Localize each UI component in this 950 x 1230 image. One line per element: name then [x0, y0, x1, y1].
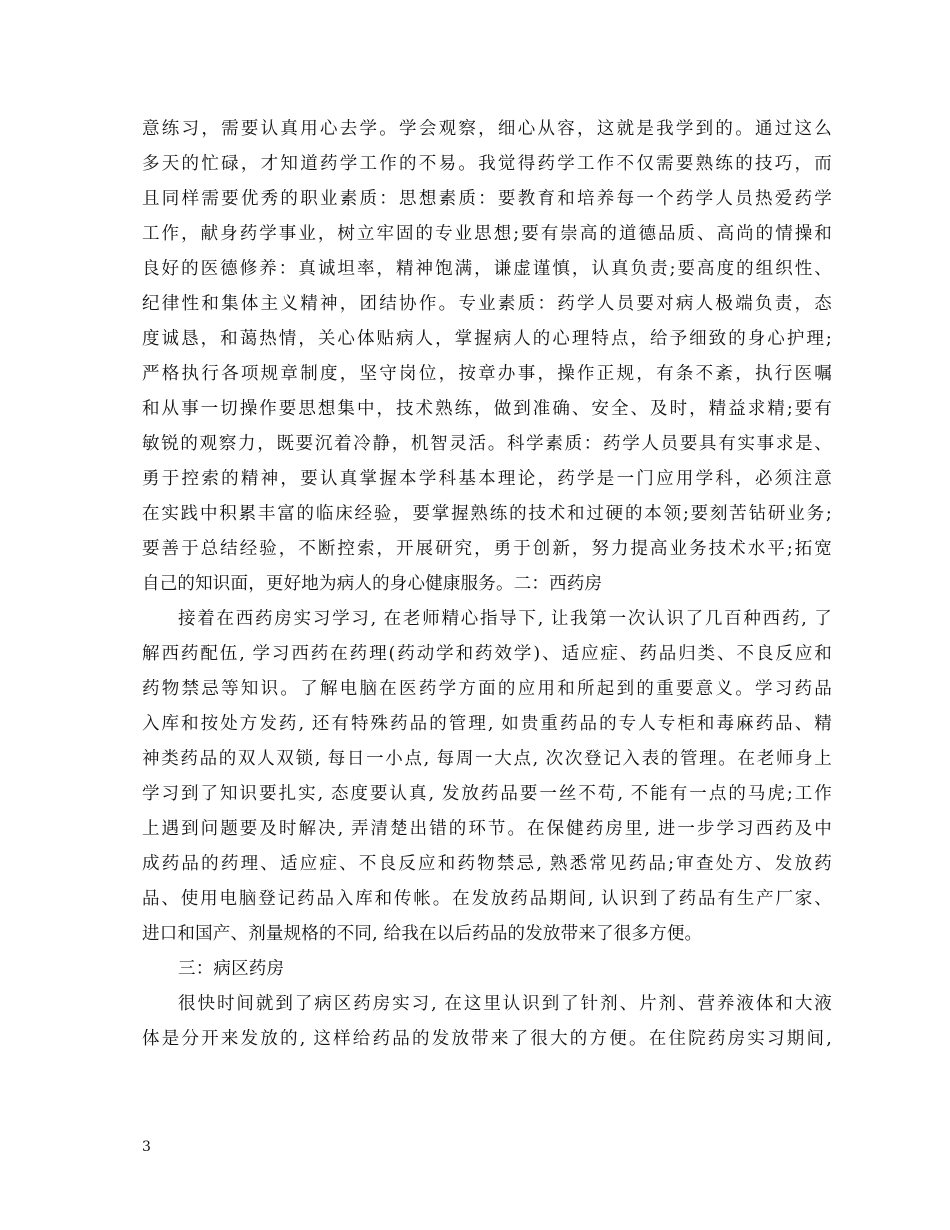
text-line: 且同样需要优秀的职业素质：思想素质：要教育和培养每一个药学人员热爱药学: [142, 189, 832, 209]
text-line: 严格执行各项规章制度，坚守岗位，按章办事，操作正规，有条不紊，执行医嘱: [142, 364, 832, 384]
text-line: 意练习，需要认真用心去学。学会观察，细心从容，这就是我学到的。通过这么: [142, 119, 832, 139]
text-line: 学习到了知识要扎实, 态度要认真, 发放药品要一丝不苟, 不能有一点的马虎;工作: [142, 784, 832, 804]
page-number: 3: [142, 1139, 151, 1155]
body-text: [142, 112, 832, 1057]
text-line: 纪律性和集体主义精神，团结协作。专业素质：药学人员要对病人极端负责，态: [142, 294, 832, 314]
text-line: 敏锐的观察力，既要沉着冷静，机智灵活。科学素质：药学人员要具有实事求是、: [142, 434, 832, 454]
text-line: 入库和按处方发药, 还有特殊药品的管理, 如贵重药品的专人专柜和毒麻药品、精: [142, 714, 832, 734]
text-line: 体是分开来发放的, 这样给药品的发放带来了很大的方便。在住院药房实习期间,: [142, 1029, 832, 1049]
text-line: 多天的忙碌，才知道药学工作的不易。我觉得药学工作不仅需要熟练的技巧，而: [142, 154, 832, 174]
text-line: 在实践中积累丰富的临床经验，要掌握熟练的技术和过硬的本领;要刻苦钻研业务;: [142, 504, 832, 524]
text-line: 进口和国产、剂量规格的不同, 给我在以后药品的发放带来了很多方便。: [142, 924, 703, 944]
text-line: 解西药配伍, 学习西药在药理(药动学和药效学)、适应症、药品归类、不良反应和: [142, 644, 832, 664]
text-line: 上遇到问题要及时解决, 弄清楚出错的环节。在保健药房里, 进一步学习西药及中: [142, 819, 832, 839]
text-line: 自己的知识面，更好地为病人的身心健康服务。二：西药房: [142, 574, 603, 594]
text-line: 成药品的药理、适应症、不良反应和药物禁忌, 熟悉常见药品;审查处方、发放药: [142, 854, 832, 874]
text-line: 药物禁忌等知识。了解电脑在医药学方面的应用和所起到的重要意义。学习药品: [142, 679, 832, 699]
text-line: 和从事一切操作要思想集中，技术熟练，做到准确、安全、及时，精益求精;要有: [142, 399, 832, 419]
text-line: 要善于总结经验，不断控索，开展研究，勇于创新，努力提高业务技术水平;拓宽: [142, 539, 832, 559]
text-line: 度诚恳，和蔼热情，关心体贴病人，掌握病人的心理特点，给予细致的身心护理;: [142, 329, 832, 349]
text-line: 神类药品的双人双锁, 每日一小点, 每周一大点, 次次登记入表的管理。在老师身上: [142, 749, 832, 769]
text-line: 很快时间就到了病区药房实习, 在这里认识到了针剂、片剂、营养液体和大液: [178, 994, 832, 1014]
text-line: 三：病区药房: [178, 959, 285, 979]
text-line: 勇于控索的精神，要认真掌握本学科基本理论，药学是一门应用学科，必须注意: [142, 469, 832, 489]
text-line: 品、使用电脑登记药品入库和传帐。在发放药品期间, 认识到了药品有生产厂家、: [142, 889, 832, 909]
text-line: 工作，献身药学事业，树立牢固的专业思想;要有崇高的道德品质、高尚的情操和: [142, 224, 832, 244]
text-line: 接着在西药房实习学习, 在老师精心指导下, 让我第一次认识了几百种西药, 了: [178, 609, 832, 629]
text-line: 良好的医德修养：真诚坦率，精神饱满，谦虚谨慎，认真负责;要高度的组织性、: [142, 259, 832, 279]
